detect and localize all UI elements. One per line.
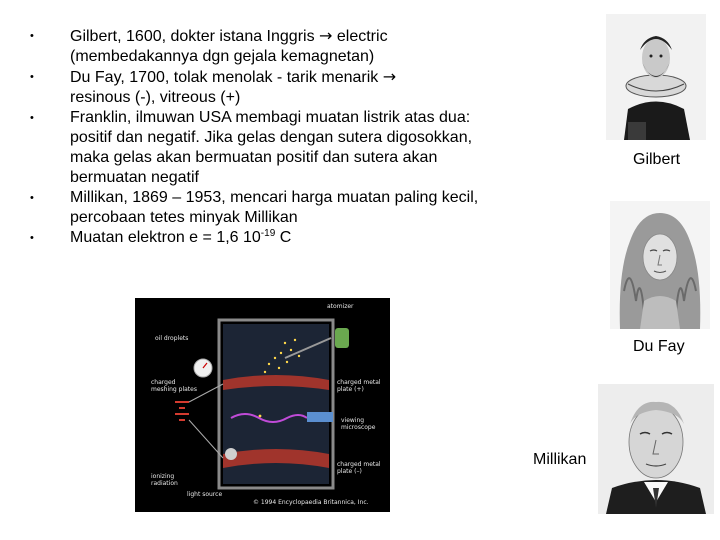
bullet-franklin bbox=[30, 108, 500, 188]
caption-dufay: Du Fay bbox=[633, 338, 685, 355]
light-source-icon bbox=[225, 448, 237, 460]
exponent: -19 bbox=[260, 228, 276, 239]
gilbert-portrait bbox=[606, 14, 706, 140]
dufay-portrait bbox=[610, 201, 710, 329]
caption-gilbert: Gilbert bbox=[633, 151, 681, 168]
millikan-portrait bbox=[598, 384, 714, 514]
label-light-source: light source bbox=[187, 491, 223, 498]
bullet-millikan bbox=[30, 188, 500, 228]
label-line: charged bbox=[151, 379, 176, 386]
label-line: meshing plates bbox=[151, 386, 197, 393]
caption-millikan: Millikan bbox=[533, 451, 587, 468]
label-line: ionizing bbox=[151, 473, 175, 480]
bullet-text: Du Fay, 1700, tolak menolak - tarik menarik bbox=[70, 69, 383, 86]
bullet-text: Gilbert, 1600, dokter istana Inggris bbox=[70, 28, 320, 45]
label-atomizer: atomizer bbox=[327, 303, 354, 310]
bullet-dot: • bbox=[30, 30, 34, 42]
bullet-gilbert bbox=[30, 26, 500, 67]
arrow-icon: → bbox=[319, 26, 333, 45]
bullet-text: (membedakannya dgn gejala kemagnetan) bbox=[70, 48, 375, 65]
bullet-list bbox=[30, 26, 500, 248]
microscope-icon bbox=[307, 412, 333, 422]
bullet-dufay bbox=[30, 67, 500, 108]
atomizer-icon bbox=[335, 328, 349, 348]
label-ionizing bbox=[151, 473, 178, 487]
label-oil-droplets: oil droplets bbox=[155, 335, 189, 342]
bullet-dot: • bbox=[30, 71, 34, 83]
bullet-text: C bbox=[275, 229, 292, 246]
oil-drop-diagram bbox=[135, 298, 390, 512]
bullet-text: Muatan elektron e = 1,6 10 bbox=[70, 229, 261, 246]
bullet-electron-charge bbox=[30, 228, 500, 248]
bullet-text: resinous (-), vitreous (+) bbox=[70, 89, 241, 106]
bullet-dot: • bbox=[30, 232, 34, 244]
label-line: radiation bbox=[151, 480, 178, 487]
bullet-text: electric bbox=[332, 28, 388, 45]
bullet-text: Millikan, 1869 – 1953, mencari harga muatan paling kecil, percobaan tetes minyak Millikan bbox=[70, 189, 479, 226]
label-line: plate (–) bbox=[337, 468, 362, 475]
label-line: charged metal bbox=[337, 379, 381, 386]
bullet-dot: • bbox=[30, 112, 34, 124]
label-copyright: © 1994 Encyclopaedia Britannica, Inc. bbox=[253, 499, 369, 506]
bullet-dot: • bbox=[30, 192, 34, 204]
bullet-text: Franklin, ilmuwan USA membagi muatan listrik atas dua: positif dan negatif. Jika gelas dengan sutera digosokkan, maka gelas akan bermuatan positif dan sutera akan bermuatan negatif bbox=[70, 109, 473, 186]
label-line: plate (+) bbox=[337, 386, 364, 393]
arrow-icon: → bbox=[382, 67, 397, 86]
label-line: viewing bbox=[341, 417, 365, 424]
label-line: microscope bbox=[341, 424, 376, 431]
label-line: charged metal bbox=[337, 461, 381, 468]
